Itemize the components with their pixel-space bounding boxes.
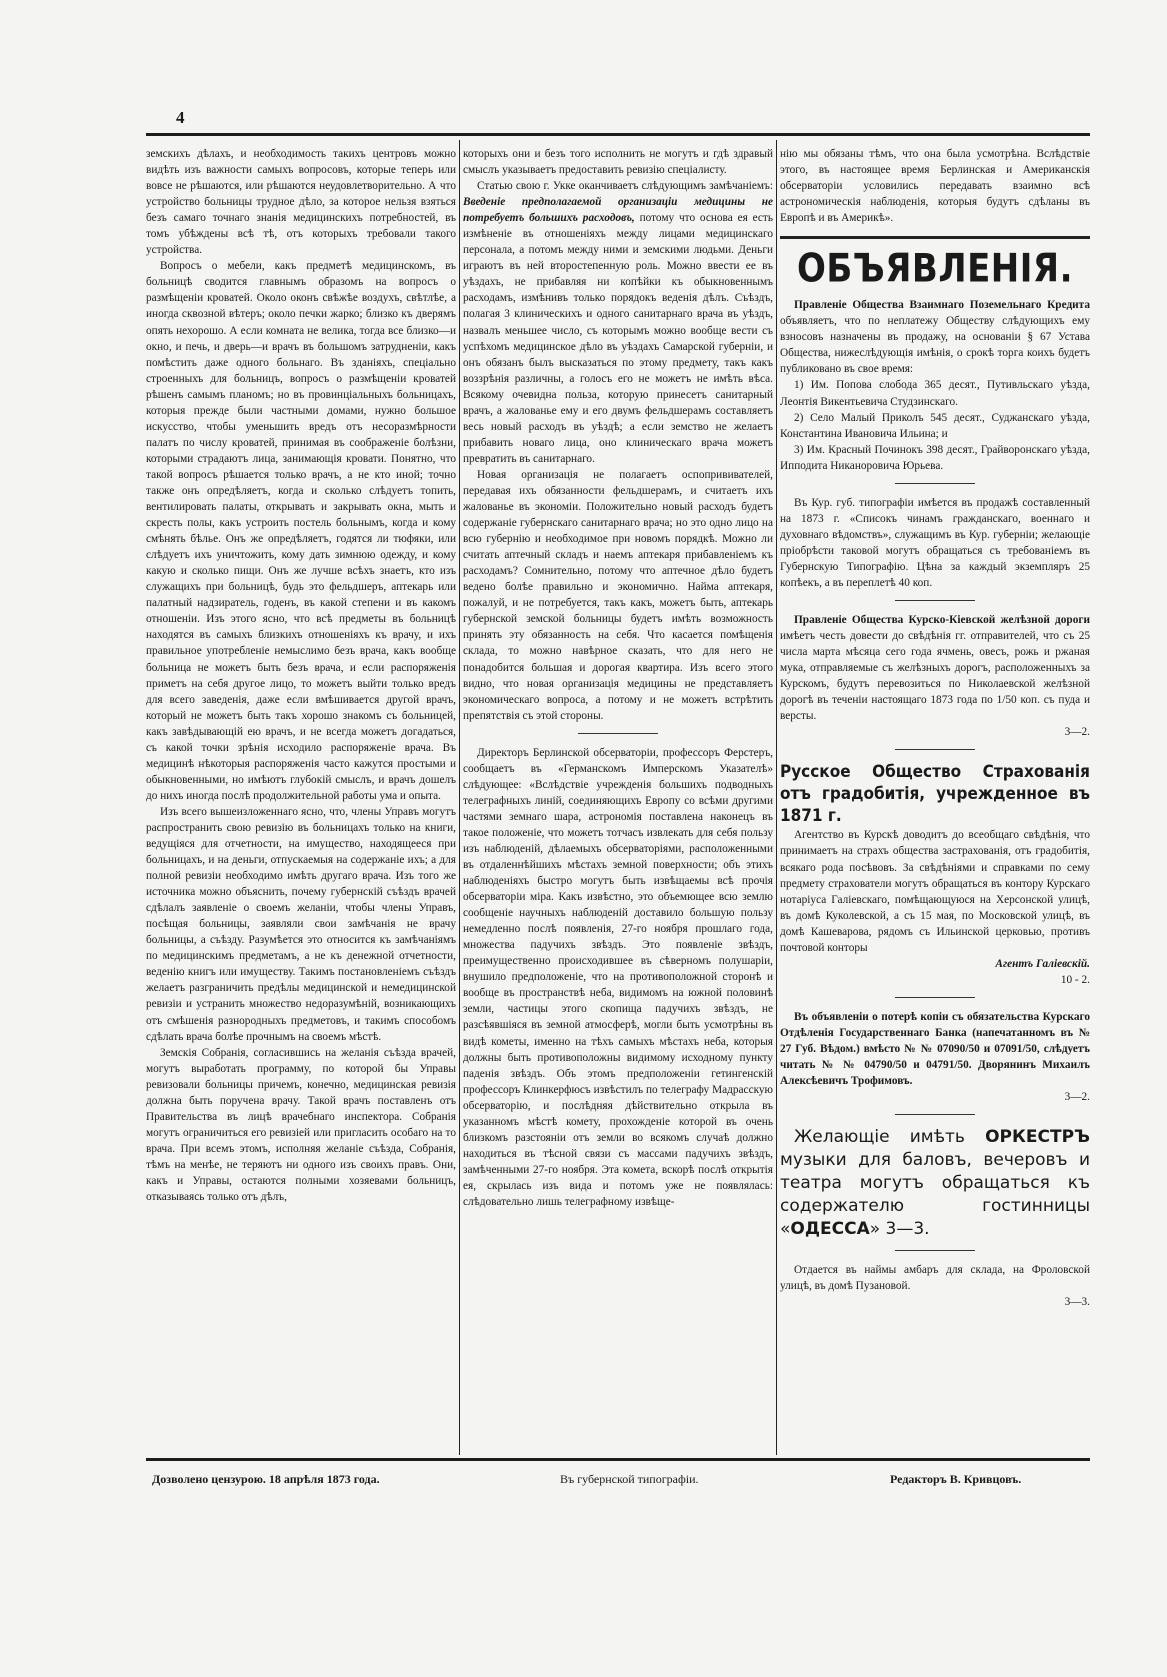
section-separator [578, 733, 658, 734]
top-rule [146, 133, 1090, 136]
ad-separator [895, 997, 975, 998]
ad-issue-count: 3—3. [1064, 1296, 1090, 1309]
advertisement [780, 297, 1090, 377]
advertisement [780, 612, 1090, 724]
paragraph-text: потому что основа ея есть измѣненіе въ отношеніяхъ между лицами медицинскаго персонала, а потомъ между ними и земскими людьми. Деньги играютъ въ ней второстепенную роль. Можно ввести ее въ уѣздахъ, не прибавляя ни копѣйки къ обыкновеннымъ расходамъ, измѣнивъ только порядокъ веденія дѣлъ. Съѣздъ, полагая 3 клиническихъ и одного санитарнаго врача въ уѣздъ, назвалъ меньшее число, съ которымъ можно вообще вести съ успѣхомъ медицинское дѣло въ уѣздахъ Самарской губерніи, и онъ обязанъ былъ высказаться по этому предмету, такъ какъ воззрѣнія различны, а голосъ его не можетъ не имѣть вѣса. Всякому очевидна польза, которую принесетъ санитарный врачъ, а жалованье ему и его двумъ фельдшерамъ составляетъ весь новый расходъ въ уѣздѣ; а если земство не желаетъ прибавить новаго лица, оно клиническаго врача можетъ превратить въ санитарнаго. [463, 212, 773, 465]
ad-text: Желающіе имѣть [794, 1127, 986, 1148]
ad-lead: Правленіе Общества Курско-Кіевской желѣзной дороги [794, 614, 1090, 627]
ad-list-item: 2) Село Малый Приколъ 545 десят., Суджанскаго уѣзда, Константина Ивановича Ильина; и [780, 411, 1090, 440]
article-paragraph: Директоръ Берлинской обсерваторіи, профессоръ Ферстеръ, сообщаетъ въ «Германскомъ Имперскомъ Указателѣ» слѣдующее: «Вслѣдствіе учрежденія большихъ подводныхъ телеграфныхъ линій, соединяющихъ Европу со всѣми другими частями земнаго шара, астрономія поставлена наконецъ въ такое положеніе, что можетъ тотчасъ извлекать для себя пользу изъ наблюденій, дѣлаемыхъ обсерваторіями, расположенными въ отдаленнѣйшихъ мѣстахъ земной поверхности; объ этихъ наблюденіяхъ быстро могутъ быть извѣщаемы всѣ прочія обсерваторіи міра. Какъ извѣстно, это объемющее всю землю сообщеніе научныхъ наблюденій доставило большую пользу немедленно послѣ появленія, 27-го ноября прошлаго года, множества падучихъ звѣздъ. Это появленіе звѣздъ, преимущественно происходившее въ сѣверномъ полушаріи, внушило предположеніе, что на противоположной сторонѣ и вообще въ пространствѣ неба, видимомъ на южной половинѣ земли, частицы этого скопища падучихъ звѣздъ, не разсѣявшіяся въ земной атмосферѣ, могли быть усмотрѣны въ видѣ кометы, именно на тѣхъ самыхъ мѣстахъ неба, которыя должны быть противоположны видимому исходному пункту паденія звѣздъ. Объ этомъ предположеніи гетингенскій профессоръ Клинкерфюсъ извѣстилъ по телеграфу Мадрасскую обсерваторію, и послѣдняя дѣйствительно открыла въ указанномъ мѣстѣ комету, прохожденіе которой въ очень близкомъ разстояніи отъ земли во всякомъ случаѣ должно находиться въ тѣсной связи съ массами падучихъ звѣздъ, замѣченными 27-го ноября. Эта комета, вскорѣ послѣ открытія ея, скрылась изъ вида и потомъ уже не появлялась: слѣдовательно лишь телеграфному извѣще- [463, 746, 773, 1208]
column-divider [776, 140, 777, 1455]
editor-note: Редакторъ В. Кривцовъ. [890, 1472, 1022, 1486]
ad-separator [895, 1250, 975, 1251]
advertisement: Отдается въ наймы амбаръ для склада, на Фроловской улицѣ, въ домѣ Пузановой. [780, 1264, 1090, 1293]
insurance-ad-title: Русское Общество Страхованія отъ градобитія, учрежденное въ 1871 г. [780, 762, 1090, 827]
article-paragraph: которыхъ они и безъ того исполнить не могутъ и гдѣ здравый смыслъ указываетъ предоставить ревизію спеціалисту. [463, 148, 773, 177]
paragraph-text: Статью свою г. Укке оканчиваетъ слѣдующимъ замѣчаніемъ: [477, 180, 773, 193]
article-paragraph: Новая организація не полагаетъ оспопрививателей, передавая ихъ обязанности фельдшерамъ, и считаетъ ихъ жалованье въ экономіи. Положительно новый расходъ будетъ содержаніе губернскаго санитарнаго врача; но это одно лицо на всю губернію и необходимое при новомъ порядкѣ. Можно ли считать аптечный складъ и наемъ аптекаря прибавленіемъ къ расходамъ? Сомнительно, потому что аптечное дѣло будетъ ведено болѣе правильно и экономично. Найма аптекаря, пожалуй, и не потребуется, такъ какъ, можетъ быть, аптекарь губернской земской больницы будетъ имѣть возможность принять эту обязанность на себя. Что касается помѣщенія склада, то можно навѣрное сказать, что для него не понадобится большая и дорогая квартира. Изъ всего этого видно, что новая организація медицины не представляетъ экономическаго вопроса, а потому и не можетъ встрѣтить препятствія съ этой стороны. [463, 468, 773, 722]
section-rule [780, 236, 1090, 239]
article-paragraph: Вопросъ о мебели, какъ предметѣ медицинскомъ, въ больницѣ сводится главнымъ образомъ на вопросъ о размѣщеніи кроватей. Около оконъ свѣжѣе воздухъ, свѣтлѣе, а иногда сквозной вѣтеръ; около печки жарко; близко къ дверямъ опять нехорошо. А если комната не велика, тогда все близко—и окно, и печь, и дверь—и врачъ въ большомъ затрудненіи, какъ помѣстить даже одного больнаго. Въ зданіяхъ, спеціально строенныхъ для больницъ, вопросъ о размѣщеніи кроватей рѣшенъ самымъ планомъ; но въ провинціальныхъ больницахъ, которыя прежде были частными домами, нужно большое искусство, чтобы уменьшить вредъ отъ несоразмѣрности палатъ по числу кроватей, принимая въ соображеніе болѣзни, которыми страдаютъ лица, занимающія кровати. Понятно, что такой вопросъ рѣшается только врачъ, а не кто иной; точно также онъ опредѣляетъ, когда и сколько слѣдуетъ топить, вентилировать палаты, открывать и закрывать окна, мыть и скресть полы, какъ устроить постель больнымъ, когда и кому смѣнять бѣлье. Онъ же опредѣляетъ, годятся ли тюфяки, или слѣдуетъ ихъ уничтожить, кому дать зимнюю одежду, и кому какую и сколько пищи. Онъ же лучше всѣхъ знаетъ, кто изъ служащихъ при больницѣ, будь это фельдшеръ, аптекарь или палатный надзиратель, годенъ, въ какой степени и въ какомъ отношеніи. Изъ этого ясно, что всѣ предметы въ больницѣ находятся въ самыхъ близкихъ отношеніяхъ къ врачу, и ихъ правильное употребленіе немыслимо безъ врача, какъ вообще больница не можетъ быть безъ врача, и если распоряженія приметъ на себя другое лицо, то можетъ выйти только вредъ для всего заведенія, даже если вмѣшивается другой врачъ, который не можетъ быть такъ хорошо знакомъ съ больницей, какъ завѣдывающій ею врачъ, и не всегда можетъ догадаться, съ какой точки зрѣнія исходило распоряженіе врача. Въ медицинѣ нѣкоторыя распоряженія часто кажутся простыми и обыкновенными, но имѣютъ глубокій смыслъ, и врачъ дошелъ до нихъ иногда послѣ продолжительной работы ума и опыта. [146, 260, 456, 802]
ad-text: музыки для баловъ, вечеровъ и театра могутъ обращаться къ содержателю гостинницы « [780, 1150, 1090, 1240]
article-paragraph: Изъ всего вышеизложеннаго ясно, что, члены Управъ могутъ распространить свою ревизію въ больницахъ только на книги, ведущіяся для отчетности, на имущество, находящееся при больницахъ, и на деньги, отпускаемыя на содержаніе ихъ; а для полной ревизіи необходимо имѣть другаго врача. Изъ того же источника можно объяснить, почему губернскій съѣздъ врачей сдѣлалъ заявленіе о своемъ желаніи, чтобы члены Управъ, посѣщая больницы, заявляли свои замѣчанія не врачу больницы, а съѣзду. Разумѣется это относится къ замѣчаніямъ по медицинскимъ предметамъ, а не къ денежной отчетности, веденію книгъ или имуществу. Такимъ постановленіемъ съѣздъ желаетъ разграничить предѣлы медицинской и немедицинской ревизіи и устранить множество недоразумѣній, возникающихъ отъ смѣшенія разнородныхъ предметовъ, и такимъ способомъ сдѣлать врача болѣе прочнымъ на своемъ мѣстѣ. [146, 805, 456, 1043]
ad-body: имѣетъ честь довести до свѣдѣнія гг. отправителей, что съ 25 числа марта мѣсяца сего года ячмень, овесъ, рожь и ржаная мука, отправляемые съ желѣзныхъ дорогъ, расположенныхъ за Курскомъ, будутъ перевозиться по Николаевской желѣзной дорогѣ въ теченіи настоящаго 1873 года по 1/50 коп. съ пуда и версты. [780, 630, 1090, 723]
ad-body: объявляетъ, что по неплатежу Обществу слѣдующихъ ему взносовъ назначены въ продажу, на основаніи § 67 Устава Общества, нижеслѣдующія имѣнія, о срокѣ торга коихъ будетъ публиковано въ свое время: [780, 315, 1090, 376]
ad-separator [895, 1114, 975, 1115]
article-column-2 [463, 146, 773, 1210]
ad-lead: Правленіе Общества Взаимнаго Поземельнаго Кредита [794, 299, 1090, 312]
advertisement: Агентство въ Курскѣ доводитъ до всеобщаго свѣдѣнія, что принимаетъ на страхъ общества застрахованія, отъ градобитія, всякаго рода посѣвовъ. За свѣдѣніями и справками по сему предмету страхователи могутъ обращаться въ контору Курскаго нотаріуса Галіевскаго, помѣщающуюся на Херсонской улицѣ, въ домѣ Куколевской, а съ 15 мая, по Московской улицѣ, въ домѣ Кашеварова, рядомъ съ Ильинской церковью, противъ почтовой конторы [780, 829, 1090, 954]
printer-note: Въ губернской типографіи. [560, 1472, 699, 1486]
advertisement: Въ Кур. губ. типографіи имѣется въ продажѣ составленный на 1873 г. «Списокъ чинамъ гражданскаго, военнаго и духовнаго вѣдомствъ», служащимъ въ Кур. губерніи; желающіе пріобрѣсти таковой могутъ обращаться съ требованіемъ въ Губернскую Типографію. Цѣна за каждый экземпляръ 25 копѣекъ, а въ переплетѣ 40 коп. [780, 496, 1090, 589]
ad-emphasis: ОРКЕСТРЪ [985, 1127, 1090, 1148]
orchestra-ad [780, 1126, 1090, 1241]
ad-issue-count: 10 - 2. [1060, 973, 1090, 986]
emphasized-quote: Введеніе предполагаемой организаціи медицины не потребуетъ большихъ расходовъ, [463, 196, 773, 225]
article-paragraph: земскихъ дѣлахъ, и необходимость такихъ центровъ можно видѣть изъ важности самыхъ вопросовъ, которые теперь или вовсе не рѣшаются, или рѣшаются неудовлетворительно. А что устройство больницы трудное дѣло, за которое нельзя взяться безъ самаго точнаго знанія медицинскихъ потребностей, въ томъ убѣждены всѣ тѣ, отъ которыхъ требовали такого устройства. [146, 148, 456, 257]
article-paragraph: нію мы обязаны тѣмъ, что она была усмотрѣна. Вслѣдствіе этого, въ настоящее время Берлинская и Американскія обсерваторіи условились передавать взаимно всѣ астрономическія наблюденія, которыя будутъ сдѣланы въ Европѣ и въ Америкѣ». [780, 148, 1090, 225]
article-paragraph [463, 178, 773, 467]
article-paragraph: Земскія Собранія, согласившись на желанія съѣзда врачей, могутъ выработать программу, по которой бы Управы ревизовали больницы причемъ, конечно, медицинская ревизія должна быть поручена врачу. Такой врачъ поставленъ отъ Правительства въ лицѣ врачебнаго инспектора. Собранія могутъ ограничиться его ревизіей или пригласить особаго на то врача. При всемъ этомъ, исполняя желаніе съѣзда, Собранія, тѣмъ на менѣе, не теряютъ ни одного изъ своихъ правъ. Они, какъ и Управы, остаются полными хозяевами больницъ, отказываясь только отъ дѣлъ, [146, 1046, 456, 1204]
ad-list-item: 1) Им. Попова слобода 365 десят., Путивльскаго уѣзда, Леонтія Викентьевича Студзинскаго. [780, 379, 1090, 408]
ad-text: » 3—3. [869, 1219, 930, 1240]
censorship-note: Дозволено цензурою. 18 апрѣля 1873 года. [152, 1472, 380, 1486]
advertisement: Въ объявленіи о потерѣ копіи съ обязательства Курскаго Отдѣленія Государственнаго Банка (напечатанномъ въ № 27 Губ. Вѣдом.) вмѣсто № № 07090/50 и 07091/50, слѣдуетъ читать № № 04790/50 и 04791/50. Дворянинъ Михаилъ Алексѣевичъ Трофимовъ. [780, 1010, 1090, 1088]
ad-signature: Агентъ Галіевскій. [995, 957, 1090, 970]
article-column-3 [780, 146, 1090, 1310]
ad-issue-count: 3—2. [1064, 726, 1090, 739]
ad-separator [895, 600, 975, 601]
ad-list-item: 3) Им. Красный Починокъ 398 десят., Грайворонскаго уѣзда, Ипподита Никаноровича Юрьева. [780, 443, 1090, 472]
ad-emphasis: ОДЕССА [790, 1219, 870, 1240]
advertisements-heading: ОБЪЯВЛЕНІЯ. [796, 246, 1074, 293]
ad-separator [895, 483, 975, 484]
article-column-1 [146, 146, 456, 1205]
ad-issue-count: 3—2. [1064, 1091, 1090, 1104]
bottom-rule [146, 1458, 1090, 1461]
ad-separator [895, 749, 975, 750]
page-number: 4 [176, 108, 185, 127]
column-divider [459, 140, 460, 1455]
